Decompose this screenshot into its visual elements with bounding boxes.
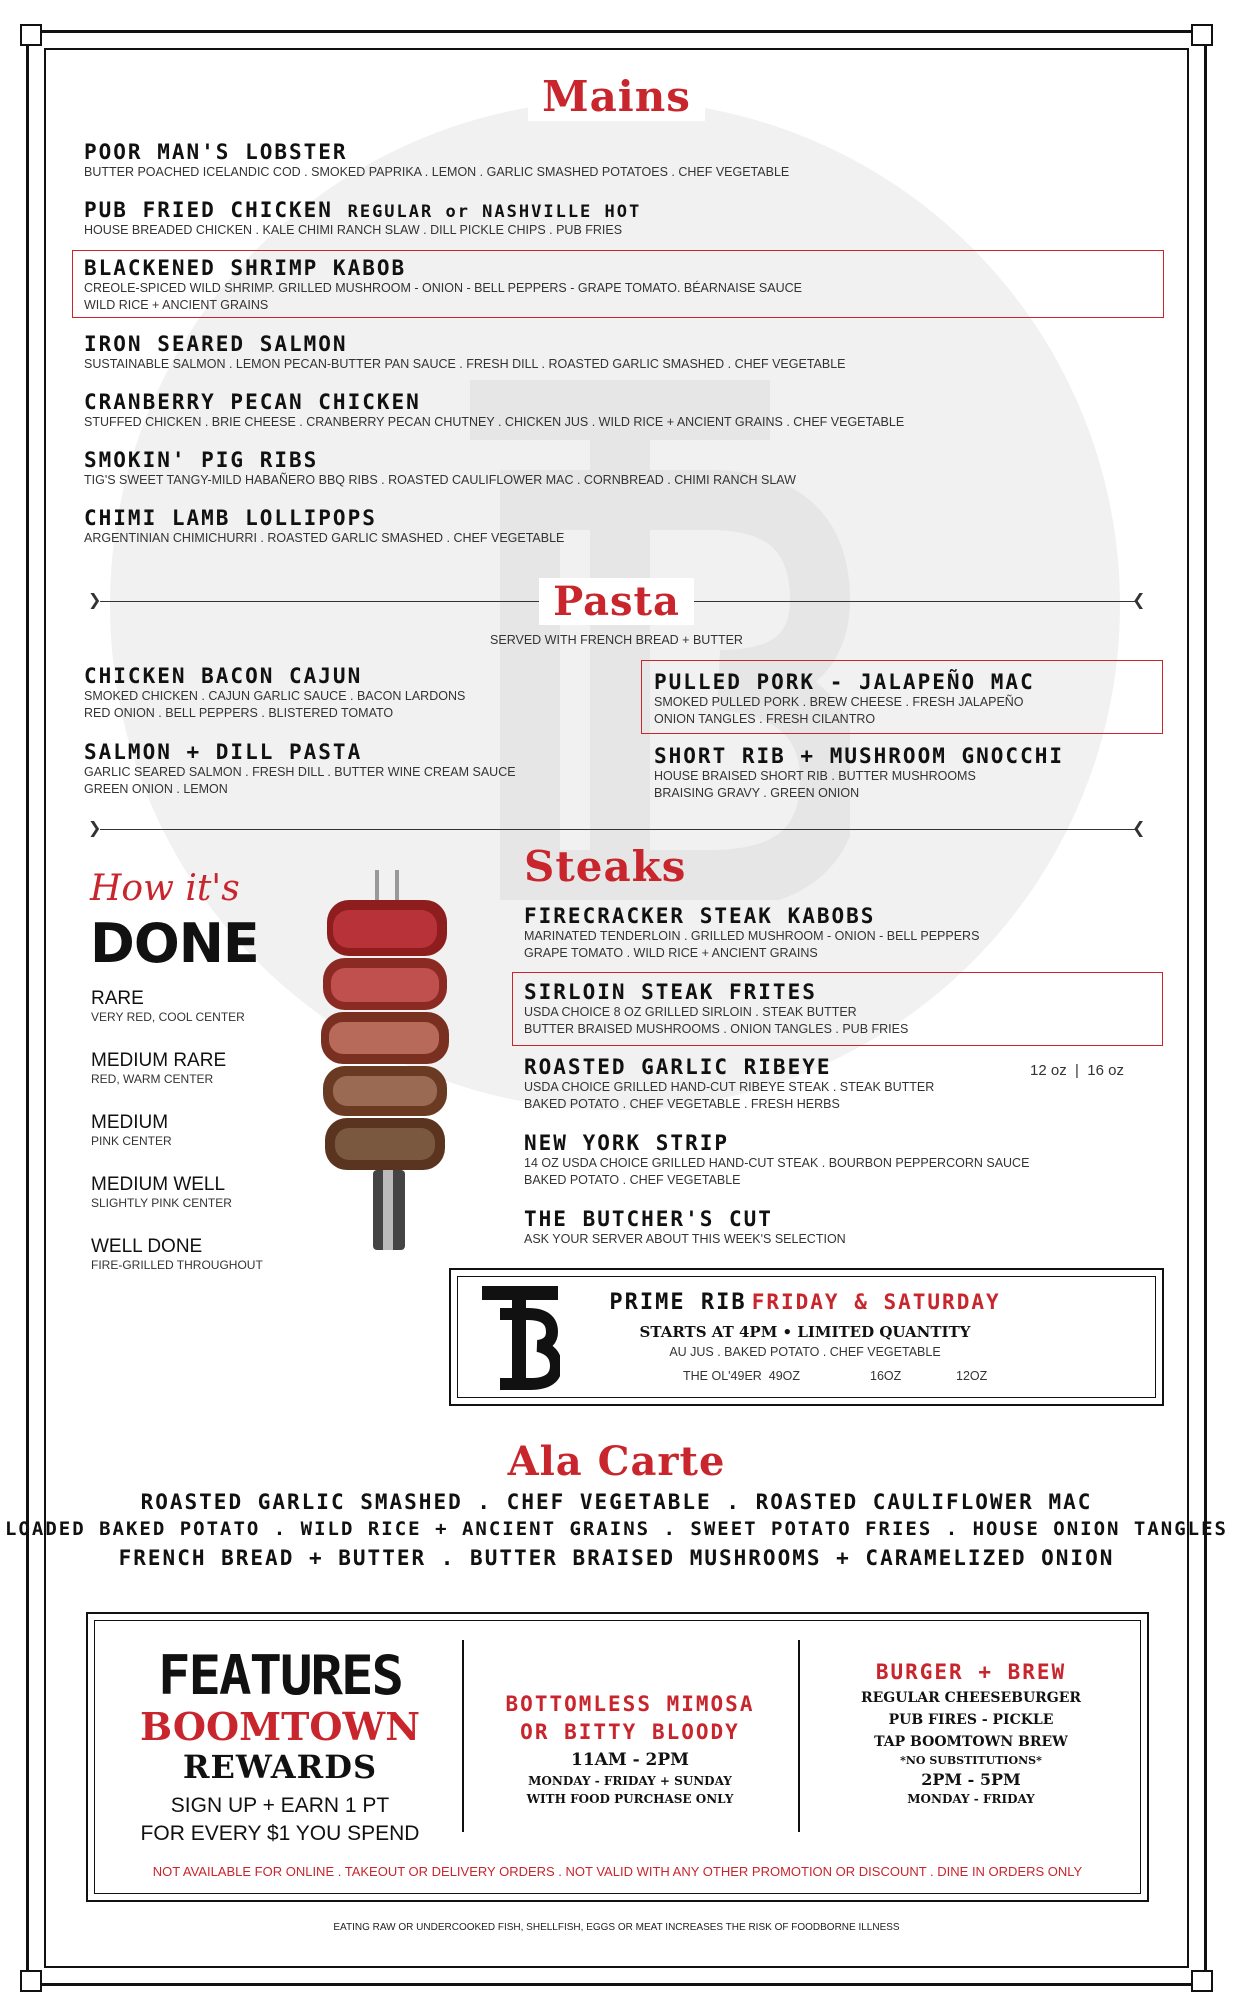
doneness-level <box>91 1112 172 1148</box>
item-name: CRANBERRY PECAN CHICKEN <box>84 390 421 414</box>
item-description: CREOLE-SPICED WILD SHRIMP. GRILLED MUSHROOM - ONION - BELL PEPPERS - GRAPE TOMATO. BÉARNAISE SAUCE <box>84 281 802 295</box>
mimosa-time: 11AM - 2PM <box>571 1750 689 1770</box>
features-title: FEATURES <box>157 1644 403 1707</box>
burger-note: *NO SUBSTITUTIONS* <box>900 1754 1042 1767</box>
prime-rib-name: PRIME RIB <box>609 1290 747 1315</box>
menu-item <box>524 904 979 962</box>
features-disclaimer: NOT AVAILABLE FOR ONLINE . TAKEOUT OR DELIVERY ORDERS . NOT VALID WITH ANY OTHER PROMOTION OR DISCOUNT . DINE IN ORDERS ONLY <box>152 1864 1083 1879</box>
item-name: PULLED PORK - JALAPEÑO MAC <box>654 670 1035 694</box>
food-safety-notice: EATING RAW OR UNDERCOOKED FISH, SHELLFISH, EGGS OR MEAT INCREASES THE RISK OF FOODBORNE ILLNESS <box>333 1922 900 1933</box>
divider-ornament: ❮ <box>1132 818 1146 837</box>
item-description: MARINATED TENDERLOIN . GRILLED MUSHROOM - ONION - BELL PEPPERS <box>524 929 980 943</box>
item-name: SMOKIN' PIG RIBS <box>84 448 319 472</box>
burger-time: 2PM - 5PM <box>921 1770 1021 1789</box>
menu-item <box>524 1131 1029 1189</box>
section-divider <box>100 829 1136 830</box>
menu-item <box>84 506 564 547</box>
item-name: SIRLOIN STEAK FRITES <box>524 980 817 1004</box>
item-description: BRAISING GRAVY . GREEN ONION <box>654 786 860 800</box>
burger-line: TAP BOOMTOWN BREW <box>874 1734 1068 1750</box>
doneness-name: MEDIUM <box>91 1112 169 1133</box>
menu-item <box>84 390 904 431</box>
doneness-desc: SLIGHTLY PINK CENTER <box>91 1196 232 1210</box>
menu-item <box>84 448 796 489</box>
item-description: SMOKED PULLED PORK . BREW CHEESE . FRESH JALAPEÑO <box>654 695 1024 709</box>
ala-carte-line: FRENCH BREAD + BUTTER . BUTTER BRAISED MUSHROOMS + CARAMELIZED ONION <box>118 1546 1115 1570</box>
item-name: SALMON + DILL PASTA <box>84 740 363 764</box>
mimosa-days: MONDAY - FRIDAY + SUNDAY <box>528 1774 732 1788</box>
burger-brew-title: BURGER + BREW <box>875 1660 1067 1684</box>
doneness-title: DONE <box>90 912 259 975</box>
item-name: PUB FRIED CHICKEN REGULAR or NASHVILLE HOT <box>84 198 642 222</box>
item-description: HOUSE BREADED CHICKEN . KALE CHIMI RANCH SLAW . DILL PICKLE CHIPS . PUB FRIES <box>84 223 623 237</box>
prime-rib-size: 12OZ <box>956 1369 988 1383</box>
doneness-level <box>91 1174 232 1210</box>
item-name: SHORT RIB + MUSHROOM GNOCCHI <box>654 744 1065 768</box>
pasta-title: Pasta <box>0 578 1233 625</box>
item-size-options: 12 oz | 16 oz <box>1030 1062 1124 1079</box>
item-description: SMOKED CHICKEN . CAJUN GARLIC SAUCE . BACON LARDONS <box>84 689 466 703</box>
item-description: ASK YOUR SERVER ABOUT THIS WEEK'S SELECTION <box>524 1232 846 1246</box>
prime-rib-size: 16OZ <box>870 1369 902 1383</box>
item-description: 14 OZ USDA CHOICE GRILLED HAND-CUT STEAK . BOURBON PEPPERCORN SAUCE <box>524 1156 1030 1170</box>
ala-carte-line: LOADED BAKED POTATO . WILD RICE + ANCIENT GRAINS . SWEET POTATO FRIES . HOUSE ONION TANGLES <box>5 1518 1228 1540</box>
prime-rib-description: AU JUS . BAKED POTATO . CHEF VEGETABLE <box>669 1345 941 1359</box>
item-description: WILD RICE + ANCIENT GRAINS <box>84 298 269 312</box>
mimosa-title-2: OR BITTY BLOODY <box>520 1720 740 1744</box>
burger-days: MONDAY - FRIDAY <box>907 1792 1035 1806</box>
mimosa-note: WITH FOOD PURCHASE ONLY <box>526 1792 734 1806</box>
item-description: BAKED POTATO . CHEF VEGETABLE . FRESH HERBS <box>524 1097 840 1111</box>
item-name: NEW YORK STRIP <box>524 1131 730 1155</box>
item-description: BUTTER POACHED ICELANDIC COD . SMOKED PAPRIKA . LEMON . GARLIC SMASHED POTATOES . CHEF VEGETABLE <box>84 165 790 179</box>
corner-ornament <box>1191 1970 1213 1992</box>
menu-item <box>654 744 1064 802</box>
ala-carte-line: ROASTED GARLIC SMASHED . CHEF VEGETABLE . ROASTED CAULIFLOWER MAC <box>140 1490 1093 1514</box>
item-name: BLACKENED SHRIMP KABOB <box>84 256 407 280</box>
doneness-name: RARE <box>91 988 144 1009</box>
item-name: THE BUTCHER'S CUT <box>524 1207 773 1231</box>
item-variant: REGULAR or NASHVILLE HOT <box>347 202 642 222</box>
divider-ornament: ❯ <box>88 590 102 609</box>
doneness-name: WELL DONE <box>91 1236 203 1257</box>
menu-item <box>84 664 465 722</box>
item-description: USDA CHOICE 8 OZ GRILLED SIRLOIN . STEAK BUTTER <box>524 1005 857 1019</box>
divider-ornament: ❮ <box>1132 590 1146 609</box>
menu-item <box>524 1055 934 1113</box>
item-description: GREEN ONION . LEMON <box>84 782 228 796</box>
menu-item <box>84 332 846 373</box>
rewards-signup: SIGN UP + EARN 1 PT <box>170 1794 390 1817</box>
item-description: ARGENTINIAN CHIMICHURRI . ROASTED GARLIC SMASHED . CHEF VEGETABLE <box>84 531 565 545</box>
item-description: RED ONION . BELL PEPPERS . BLISTERED TOMATO <box>84 706 394 720</box>
menu-item <box>654 670 1035 728</box>
rewards-label: REWARDS <box>182 1748 378 1786</box>
item-description: TIG'S SWEET TANGY-MILD HABAÑERO BBQ RIBS . ROASTED CAULIFLOWER MAC . CORNBREAD . CHIMI RANCH SLAW <box>84 473 796 487</box>
steaks-title: Steaks <box>524 842 687 891</box>
doneness-desc: FIRE-GRILLED THROUGHOUT <box>91 1258 263 1272</box>
doneness-desc: RED, WARM CENTER <box>91 1072 214 1086</box>
corner-ornament <box>1191 24 1213 46</box>
doneness-name: MEDIUM WELL <box>91 1174 226 1195</box>
pasta-subtitle: SERVED WITH FRENCH BREAD + BUTTER <box>490 633 743 647</box>
item-name: FIRECRACKER STEAK KABOBS <box>524 904 876 928</box>
menu-item <box>84 256 802 314</box>
steak-skewer-illustration <box>315 870 465 1260</box>
doneness-level <box>91 1050 226 1086</box>
item-description: STUFFED CHICKEN . BRIE CHEESE . CRANBERRY PECAN CHUTNEY . CHICKEN JUS . WILD RICE + ANCIENT GRAINS . CHEF VEGETABLE <box>84 415 905 429</box>
prime-rib-start-time: STARTS AT 4PM • LIMITED QUANTITY <box>639 1323 971 1341</box>
item-description: GRAPE TOMATO . WILD RICE + ANCIENT GRAINS <box>524 946 818 960</box>
ala-carte-title: Ala Carte <box>507 1438 726 1485</box>
menu-item <box>524 980 908 1038</box>
item-description: BAKED POTATO . CHEF VEGETABLE <box>524 1173 741 1187</box>
menu-item <box>84 740 516 798</box>
burger-line: PUB FIRES - PICKLE <box>888 1712 1054 1728</box>
prime-rib-size: THE OL'49ER 49OZ <box>683 1369 801 1383</box>
item-name: POOR MAN'S LOBSTER <box>84 140 348 164</box>
doneness-desc: PINK CENTER <box>91 1134 172 1148</box>
rewards-earn-rate: FOR EVERY $1 YOU SPEND <box>140 1822 420 1845</box>
prime-rib-heading <box>450 1290 1160 1315</box>
item-name: ROASTED GARLIC RIBEYE <box>524 1055 832 1079</box>
divider-ornament: ❯ <box>88 818 102 837</box>
item-description: GARLIC SEARED SALMON . FRESH DILL . BUTTER WINE CREAM SAUCE <box>84 765 516 779</box>
doneness-desc: VERY RED, COOL CENTER <box>91 1010 245 1024</box>
features-column-divider <box>462 1640 464 1832</box>
rewards-brand: BOOMTOWN <box>140 1704 420 1749</box>
burger-line: REGULAR CHEESEBURGER <box>860 1690 1082 1706</box>
item-name: CHIMI LAMB LOLLIPOPS <box>84 506 377 530</box>
item-description: ONION TANGLES . FRESH CILANTRO <box>654 712 876 726</box>
item-name: CHICKEN BACON CAJUN <box>84 664 363 688</box>
doneness-script-title: How it's <box>90 868 240 909</box>
corner-ornament <box>20 1970 42 1992</box>
doneness-level <box>91 1236 263 1272</box>
doneness-level <box>91 988 245 1024</box>
mimosa-title: BOTTOMLESS MIMOSA <box>505 1692 755 1716</box>
item-description: HOUSE BRAISED SHORT RIB . BUTTER MUSHROOMS <box>654 769 976 783</box>
menu-item <box>84 198 641 239</box>
item-name: IRON SEARED SALMON <box>84 332 348 356</box>
prime-rib-days: FRIDAY & SATURDAY <box>751 1290 1001 1314</box>
menu-item <box>524 1207 846 1248</box>
corner-ornament <box>20 24 42 46</box>
item-description: BUTTER BRAISED MUSHROOMS . ONION TANGLES . PUB FRIES <box>524 1022 909 1036</box>
item-description: USDA CHOICE GRILLED HAND-CUT RIBEYE STEAK . STEAK BUTTER <box>524 1080 935 1094</box>
doneness-name: MEDIUM RARE <box>91 1050 227 1071</box>
mains-title: Mains <box>0 72 1233 121</box>
item-description: SUSTAINABLE SALMON . LEMON PECAN-BUTTER PAN SAUCE . FRESH DILL . ROASTED GARLIC SMASHED . CHEF VEGETABLE <box>84 357 846 371</box>
features-column-divider <box>798 1640 800 1832</box>
menu-item <box>84 140 789 181</box>
